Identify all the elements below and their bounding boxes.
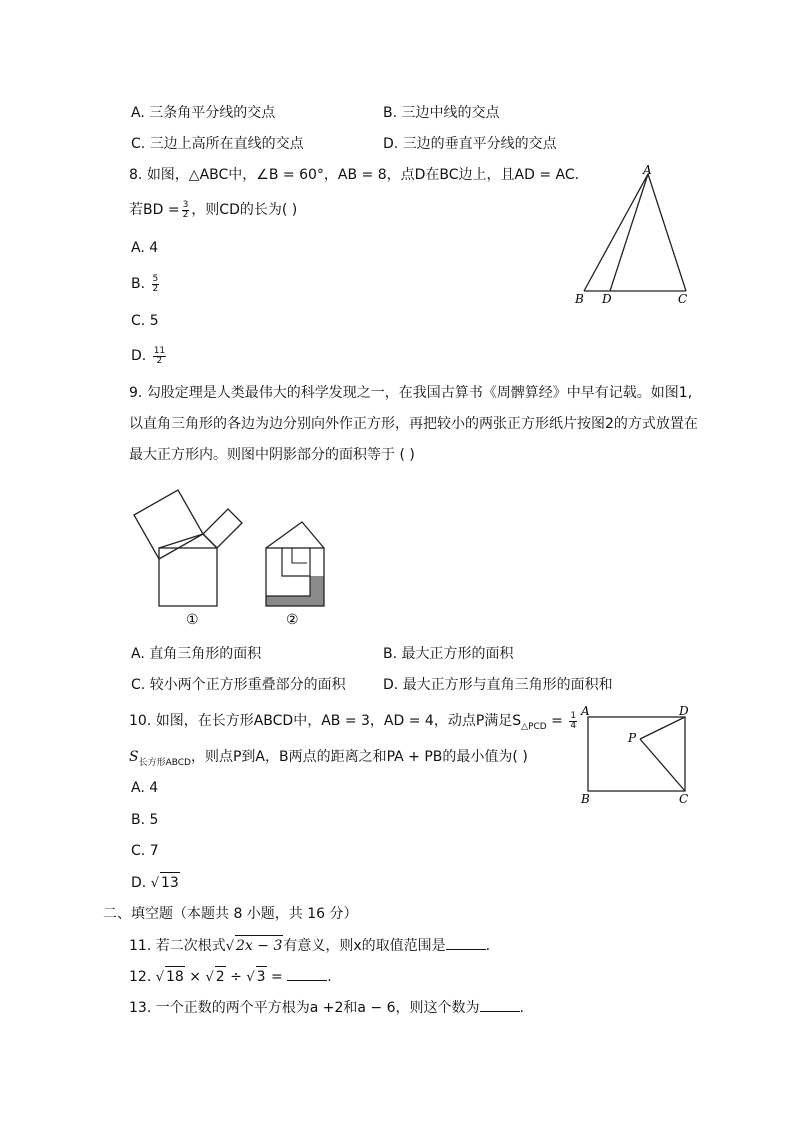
- q11-answer-blank[interactable]: [446, 935, 486, 950]
- q10-stem-line2: $S_{长方形ABCD}$，则点P到A，B两点的距离之和PA + PB的最小值为( ): [129, 749, 528, 768]
- q8-label-d: D: [602, 292, 612, 306]
- section-2-title: 二、填空题（本题共 8 小题，共 16 分）: [103, 906, 358, 922]
- q7-option-b: B. 三边中线的交点: [383, 105, 500, 121]
- q9-option-a: A. 直角三角形的面积: [131, 646, 262, 662]
- q8-option-c: C. 5: [131, 313, 159, 329]
- q8-stem-line2: 若BD = $\frac{3}{2}$ ，则CD的长为( ): [129, 199, 298, 220]
- q8-label-b: B: [575, 292, 584, 306]
- q10-number: 10.: [129, 713, 152, 729]
- q11: 11. 若二次根式√ 2x − 3有意义，则x的取值范围是 .: [129, 935, 490, 957]
- q8-bd-fraction: $\frac{3}{2}$: [182, 199, 189, 220]
- q9-figure-1: [128, 484, 258, 629]
- q10-stem-line1: 10. 如图，在长方形ABCD中，AB = 3，AD = 4，动点P满足$S_{\triangle PCD}$ = $\frac{1}{4}$: [129, 710, 577, 732]
- q7-option-d: D. 三边的垂直平分线的交点: [383, 136, 557, 152]
- q10-rectangle-figure: [575, 702, 700, 810]
- q9-option-b: B. 最大正方形的面积: [383, 646, 514, 662]
- q7-option-a: A. 三条角平分线的交点: [131, 105, 276, 121]
- q9-fig1-label: ①: [186, 612, 199, 628]
- q10-label-a: A: [581, 704, 590, 718]
- q10-option-d: D. √ 13: [131, 872, 180, 894]
- q10-option-c: C. 7: [131, 843, 159, 859]
- q8-option-d: D. $\frac{11}{2}$: [131, 345, 166, 366]
- q8-option-b: B. $\frac{5}{2}$: [131, 273, 159, 294]
- q10-label-c: C: [679, 792, 689, 806]
- q9-stem-line1: 9. 勾股定理是人类最伟大的科学发现之一，在我国古算书《周髀算经》中早有记载。如图1,: [129, 385, 693, 401]
- q8-label-a: A: [643, 163, 652, 177]
- q8-label-c: C: [678, 292, 688, 306]
- q9-fig2-label: ②: [286, 612, 299, 628]
- q12: 12. √ 18 × √ 2 ÷ √ 3 = .: [129, 966, 332, 988]
- q10-label-d: D: [679, 704, 689, 718]
- q12-answer-blank[interactable]: [287, 966, 327, 981]
- q10-option-b: B. 5: [131, 812, 159, 828]
- q9-stem-line2: 以直角三角形的各边为边分别向外作正方形，再把较小的两张正方形纸片按图2的方式放置在: [129, 416, 698, 432]
- q8-line1: 如图，△ABC中，∠B = 60°，AB = 8，点D在BC边上，且AD = AC.: [146, 167, 580, 183]
- q10-label-p: P: [628, 731, 637, 745]
- q9-stem-line3: 最大正方形内。则图中阴影部分的面积等于 ( ): [129, 447, 415, 463]
- q13-answer-blank[interactable]: [480, 997, 520, 1012]
- q10-label-b: B: [581, 792, 590, 806]
- q10-option-a: A. 4: [131, 780, 159, 796]
- q9-option-c: C. 较小两个正方形重叠部分的面积: [131, 677, 346, 693]
- q8-number: 8.: [129, 167, 143, 183]
- q8-option-a: A. 4: [131, 240, 159, 256]
- q8-stem-line1: [129, 165, 579, 185]
- q9-figure-2: [262, 518, 332, 630]
- q8-triangle-figure: [570, 162, 700, 312]
- q13: 13. 一个正数的两个平方根为a +2和a − 6，则这个数为 .: [129, 997, 524, 1018]
- q9-option-d: D. 最大正方形与直角三角形的面积和: [383, 677, 613, 693]
- q7-option-c: C. 三边上高所在直线的交点: [131, 136, 304, 152]
- q9-number: 9.: [129, 385, 143, 401]
